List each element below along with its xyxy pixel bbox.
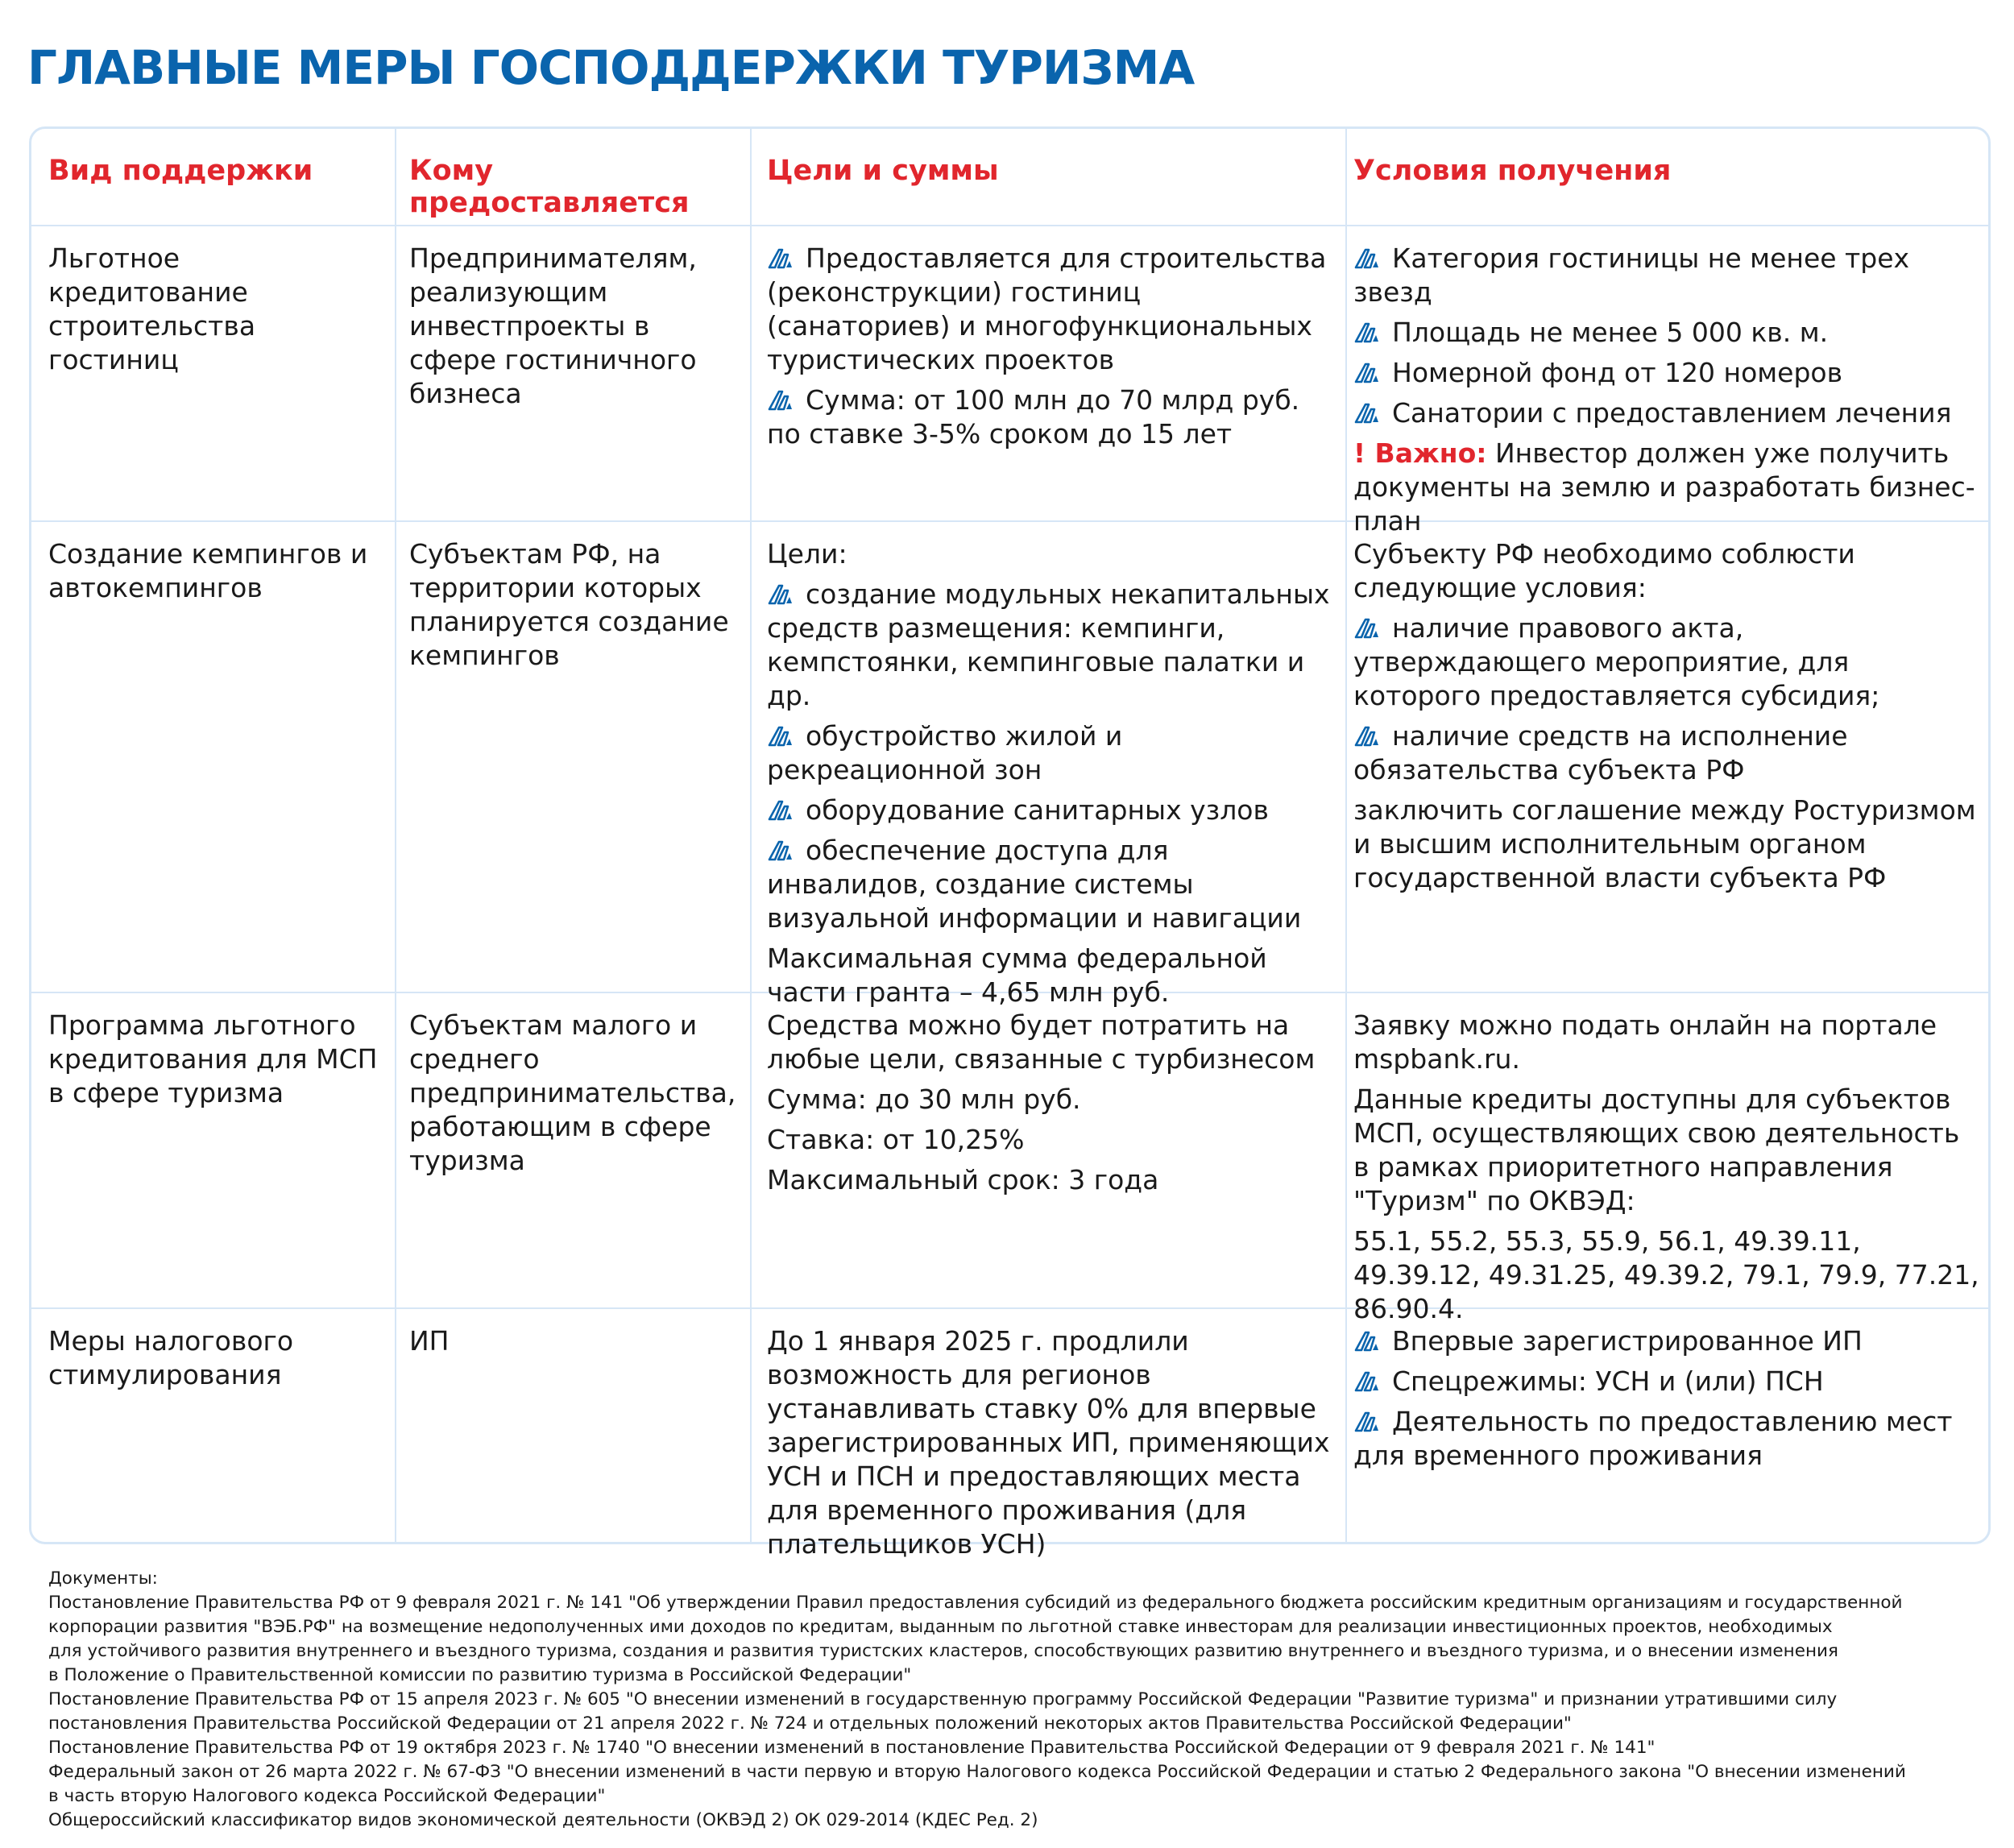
row4-type: Меры налогового стимулирования — [48, 1325, 294, 1390]
header-type: Вид поддержки — [48, 155, 313, 187]
diamond-arrow-icon — [767, 247, 794, 270]
diamond-arrow-icon — [1353, 1411, 1381, 1433]
important-note: ! Важно: Инвестор должен уже получить документы на землю и разработать бизнес-план — [1353, 437, 1975, 537]
goals-rate: Ставка: от 10,25% — [767, 1124, 1025, 1155]
diamond-arrow-icon — [1353, 617, 1381, 640]
header-conditions: Условия получения — [1353, 155, 1672, 187]
list-item: наличие правового акта, утверждающего мероприятие, для которого предоставляется субсидия; — [1353, 612, 1880, 711]
list-item: Номерной фонд от 120 номеров — [1353, 356, 1982, 390]
row1-type: Льготное кредитование строительства гостиниц — [48, 242, 256, 375]
list-item: Деятельность по предоставлению мест для временного проживания — [1353, 1406, 1953, 1471]
goals-intro: Цели: — [767, 538, 847, 570]
diamond-arrow-icon — [1353, 725, 1381, 748]
column-divider — [750, 127, 752, 1543]
documents-footnote — [48, 1567, 1982, 1833]
row1-goals — [767, 242, 1331, 458]
list-item: Сумма: от 100 млн до 70 млрд руб. по ставке 3-5% сроком до 15 лет — [767, 384, 1300, 450]
row1-conditions — [1353, 242, 1982, 545]
document-line: Общероссийский классификатор видов экономической деятельности (ОКВЭД 2) ОК 029-2014 (КДЕС Ред. 2) — [48, 1810, 1038, 1830]
page-title: ГЛАВНЫЕ МЕРЫ ГОСПОДДЕРЖКИ ТУРИЗМА — [27, 40, 1195, 95]
column-divider — [1345, 127, 1347, 1543]
diamond-arrow-icon — [1353, 1370, 1381, 1393]
max-grant: Максимальная сумма федеральной части гранта – 4,65 млн руб. — [767, 943, 1267, 1008]
diamond-arrow-icon — [767, 799, 794, 822]
diamond-arrow-icon — [767, 583, 794, 606]
header-goals: Цели и суммы — [767, 155, 999, 187]
diamond-arrow-icon — [1353, 402, 1381, 425]
row1-recipient: Предпринимателям, реализующим инвестпроекты в сфере гостиничного бизнеса — [409, 242, 697, 409]
list-item: наличие средств на исполнение обязательства субъекта РФ — [1353, 720, 1848, 785]
conditions-portal: Заявку можно подать онлайн на портале mspbank.ru. — [1353, 1009, 1937, 1075]
diamond-arrow-icon — [1353, 1330, 1381, 1353]
document-line: Федеральный закон от 26 марта 2022 г. № 67-ФЗ "О внесении изменений в части первую и вторую Налогового кодекса Российской Федерации и статью 2 Федерального закона "О внесении изменений — [48, 1762, 1906, 1782]
document-line: постановления Правительства Российской Федерации от 21 апреля 2022 г. № 724 и отдельных положений некоторых актов Правительства Российской Федерации" — [48, 1713, 1572, 1734]
goals-text: Средства можно будет потратить на любые цели, связанные с турбизнесом — [767, 1009, 1316, 1075]
row2-goals — [767, 537, 1331, 1016]
list-item: Санатории с предоставлением лечения — [1353, 396, 1982, 430]
diamond-arrow-icon — [767, 389, 794, 412]
diamond-arrow-icon — [767, 839, 794, 862]
row2-conditions — [1353, 537, 1982, 901]
diamond-arrow-icon — [1353, 321, 1381, 344]
diamond-arrow-icon — [1353, 362, 1381, 384]
document-line: в Положение о Правительственной комиссии по развитию туризма в Российской Федерации" — [48, 1665, 912, 1685]
list-item: обустройство жилой и рекреационной зон — [767, 720, 1123, 785]
document-line: корпорации развития "ВЭБ.РФ" на возмещение недополученных ими доходов по кредитам, выданным по льготной ставке инвесторам для реализации инвестиционных проектов, необходимых — [48, 1617, 1833, 1637]
important-label: ! Важно: — [1353, 437, 1487, 469]
diamond-arrow-icon — [1353, 247, 1381, 270]
row-divider — [30, 225, 1989, 226]
diamond-arrow-icon — [767, 725, 794, 748]
row3-type: Программа льготного кредитования для МСП в сфере туризма — [48, 1009, 378, 1108]
conditions-okved-codes: 55.1, 55.2, 55.3, 55.9, 56.1, 49.39.11, 49.39.12, 49.31.25, 49.39.2, 79.1, 79.9, 77.21, 86.90.4. — [1353, 1225, 1979, 1324]
row4-goals — [767, 1324, 1339, 1568]
list-item: Площадь не менее 5 000 кв. м. — [1353, 316, 1982, 350]
row3-recipient: Субъектам малого и среднего предпринимательства, работающим в сфере туризма — [409, 1009, 736, 1176]
row3-conditions — [1353, 1009, 1982, 1332]
document-line: Постановление Правительства РФ от 19 октября 2023 г. № 1740 "О внесении изменений в постановление Правительства Российской Федерации от 9 февраля 2021 г. № 141" — [48, 1738, 1656, 1758]
row4-conditions — [1353, 1324, 1982, 1479]
list-item: Спецрежимы: УСН и (или) ПСН — [1353, 1365, 1982, 1398]
document-line: Постановление Правительства РФ от 9 февраля 2021 г. № 141 "Об утверждении Правил предоставления субсидий из федерального бюджета российским кредитным организациям и государственной — [48, 1593, 1903, 1613]
goals-term: Максимальный срок: 3 года — [767, 1164, 1159, 1195]
conditions-intro: Субъекту РФ необходимо соблюсти следующие условия: — [1353, 538, 1855, 603]
row2-type: Создание кемпингов и автокемпингов — [48, 538, 368, 603]
row3-goals — [767, 1009, 1331, 1204]
document-line: для устойчивого развития внутреннего и въездного туризма, создания и развития туристских кластеров, способствующих развитию внутреннего и въездного туризма, и о внесении изменения — [48, 1641, 1838, 1661]
document-line: в часть вторую Налогового кодекса Российской Федерации" — [48, 1786, 606, 1806]
list-item: обеспечение доступа для инвалидов, создание системы визуальной информации и навигации — [767, 835, 1302, 934]
conditions-okved-text: Данные кредиты доступны для субъектов МСП, осуществляющих свою деятельность в рамках приоритетного направления "Туризм" по ОКВЭД: — [1353, 1084, 1960, 1216]
documents-heading: Документы: — [48, 1568, 158, 1589]
row2-recipient: Субъектам РФ, на территории которых планируется создание кемпингов — [409, 538, 729, 671]
list-item: создание модульных некапитальных средств размещения: кемпинги, кемпстоянки, кемпинговые палатки и др. — [767, 578, 1330, 711]
header-recipient: Кому предоставляется — [409, 155, 690, 219]
list-item: Категория гостиницы не менее трех звезд — [1353, 242, 1910, 308]
goals-text: До 1 января 2025 г. продлили возможность для регионов устанавливать ставку 0% для впервые зарегистрированных ИП, применяющих УСН и ПСН и предоставляющих места для временного проживания (для плательщиков УСН) — [767, 1325, 1330, 1560]
list-item: Впервые зарегистрированное ИП — [1353, 1324, 1982, 1358]
list-item: Предоставляется для строительства (реконструкции) гостиниц (санаториев) и многофункциональных туристических проектов — [767, 242, 1327, 375]
row4-recipient: ИП — [409, 1325, 450, 1357]
goals-sum: Сумма: до 30 млн руб. — [767, 1084, 1081, 1115]
document-line: Постановление Правительства РФ от 15 апреля 2023 г. № 605 "О внесении изменений в государственную программу Российской Федерации "Развитие туризма" и признании утратившими силу — [48, 1689, 1838, 1709]
conditions-outro: заключить соглашение между Ростуризмом и высшим исполнительным органом государственной власти субъекта РФ — [1353, 794, 1976, 893]
column-divider — [395, 127, 396, 1543]
list-item: оборудование санитарных узлов — [767, 793, 1331, 827]
